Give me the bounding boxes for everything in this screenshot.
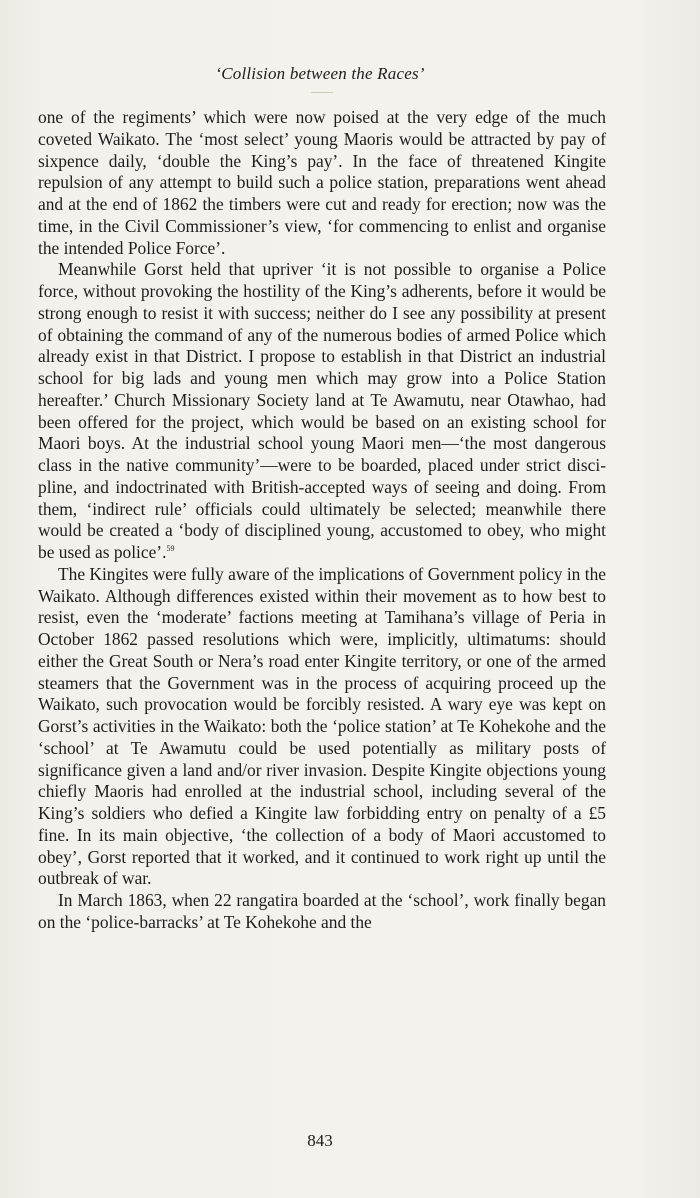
paragraph	[38, 564, 606, 890]
paragraph-text: Meanwhile Gorst held that upriver ‘it is not possible to organise a Police force, without provoking the hostility of the King’s adherents, before it would be strong enough to resist it with success; neither do I see any possibility at present of obtaining the command of any of the numerous bodies of armed Police which already exist in that District. I propose to establish in that District an industrial school for big lads and young men which may grow into a Police Station hereafter.’ Church Missionary Society land at Te Awamutu, near Otawhao, had been offered for the project, which would be based on an existing school for Maori boys. At the industrial school young Maori men—‘the most dangerous class in the native community’—were to be boarded, placed under strict discipline, and indoctrinated with British-accepted ways of seeing and doing. From them, ‘indirect rule’ officials could ultimately be selected; meanwhile there would be created a ‘body of disciplined young, accustomed to obey, who might be used as police’.	[38, 259, 606, 562]
running-head: ‘Collision between the Races’	[215, 64, 425, 83]
paragraph-text: In March 1863, when 22 rangatira boarded at the ‘school’, work finally began on the ‘police-barracks’ at Te Kohekohe and the	[38, 890, 606, 932]
paragraph-text: one of the regiments’ which were now poised at the very edge of the much coveted Waikato. The ‘most select’ young Maoris would be attracted by pay of sixpence daily, ‘double the King’s pay’. In the face of threatened Kingite repulsion of any attempt to build such a police station, preparations went ahead and at the end of 1862 the timbers were cut and ready for erection; now was the time, in the Civil Commissioner’s view, ‘for commencing to enlist and organise the intended Police Force’.	[38, 107, 606, 258]
paragraph	[38, 890, 606, 934]
paragraph	[38, 259, 606, 564]
page-number: 843	[307, 1131, 333, 1150]
paragraph-text: The Kingites were fully aware of the implications of Government policy in the Waikato. Although differences existed within their movement as to how best to resist, even the ‘moderate’ factions meeting at Tamihana’s village of Peria in October 1862 passed resolutions which were, implicitly, ultimatums: should either the Great South or Nera’s road enter Kingite territory, or one of the armed steamers that the Government was in the process of acquiring proceed up the Waikato, such provocation would be forcibly resisted. A wary eye was kept on Gorst’s activities in the Waikato: both the ‘police station’ at Te Kohekohe and the ‘school’ at Te Awamutu could be used potentially as military posts of significance given a land and/or river invasion. Despite Kingite objections young chiefly Maoris had enrolled at the industrial school, including several of the King’s soldiers who defied a Kingite law forbidding entry on penalty of a £5 fine. In its main objective, ‘the collection of a body of Maori accustomed to obey’, Gorst reported that it worked, and it continued to work right up until the outbreak of war.	[38, 563, 606, 889]
footnote-reference: 59	[166, 544, 175, 553]
body-text	[38, 107, 606, 934]
running-head-rule	[311, 92, 333, 93]
paragraph-continued	[38, 107, 606, 259]
